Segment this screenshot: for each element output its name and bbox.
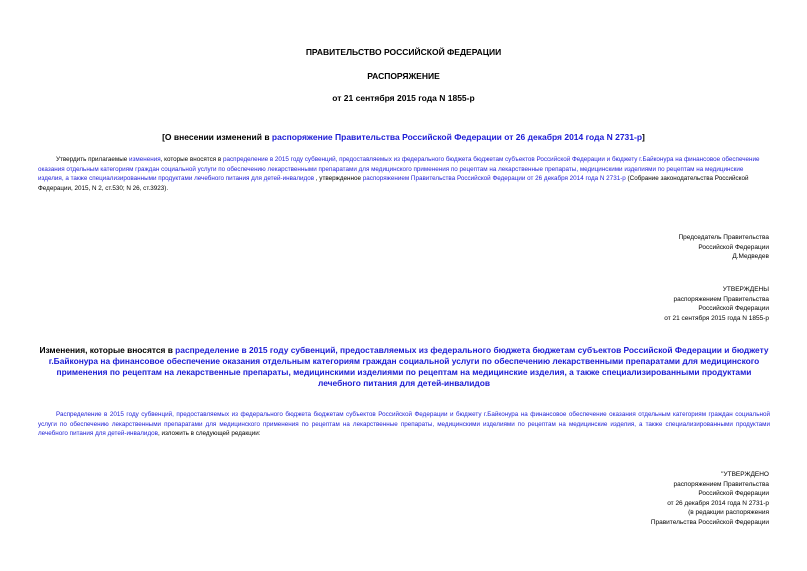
approval-block-2	[651, 470, 769, 527]
changes-heading	[38, 345, 770, 389]
approval-block	[664, 285, 769, 323]
document-title	[0, 132, 807, 142]
signature-block	[678, 233, 769, 262]
approval2-line-5: (в редакции распоряжения	[688, 509, 769, 516]
intro-text-2: , которые вносятся в	[160, 156, 224, 163]
approval-line-2: распоряжением Правительства	[673, 295, 769, 303]
government-name: ПРАВИТЕЛЬСТВО РОССИЙСКОЙ ФЕДЕРАЦИИ	[305, 47, 502, 57]
intro-text-3: , утвержденное	[314, 175, 363, 182]
changes-heading-prefix: Изменения, которые вносятся в	[39, 345, 176, 355]
intro-text-1: Утвердить прилагаемые	[56, 156, 129, 163]
approval2-line-2: распоряжением Правительства	[673, 480, 769, 488]
approval2-line-6: Правительства Российской Федерации	[650, 518, 769, 526]
document-type: РАСПОРЯЖЕНИЕ	[367, 71, 440, 81]
intro-link-distribution[interactable]: распределение в 2015 году субвенций, предоставляемых из федерального бюджета бюджетам субъектов Российской Федерации и бюджету г.Байконура на финансовое обеспечение оказания отдельным категориям граждан социальной услуги по обеспечению лекарственными препаратами для медицинского применения по рецептам на лекарственные препараты, медицинскими изделиями по рецептам на медицинские изделия, а также специализированными продуктами лечебного питания для детей-инвалидов	[38, 156, 760, 182]
body-paragraph	[38, 410, 770, 439]
intro-text-4: (Собрание законодательства Российской Федерации, 2015, N 2, ст.530; N 26, ст.3923).	[38, 175, 749, 192]
title-suffix: ]	[642, 132, 645, 142]
intro-link-changes[interactable]: изменения	[129, 156, 161, 163]
title-link[interactable]: распоряжение Правительства Российской Федерации от 26 декабря 2014 года N 2731-р	[271, 132, 643, 142]
approval-line-4: от 21 сентября 2015 года N 1855-р	[664, 314, 769, 322]
document-date-number: от 21 сентября 2015 года N 1855-р	[332, 93, 475, 103]
signature-name: Д.Медведев	[732, 253, 769, 260]
body-paragraph-text: , изложить в следующей редакции:	[157, 430, 261, 437]
intro-paragraph	[38, 155, 770, 193]
approval2-line-1: "УТВЕРЖДЕНО	[721, 471, 769, 478]
signature-country: Российской Федерации	[698, 243, 769, 251]
intro-link-order[interactable]: распоряжением Правительства Российской Федерации от 26 декабря 2014 года N 2731-р	[362, 175, 626, 182]
approval2-line-3: Российской Федерации	[698, 490, 769, 497]
approval-line-1: УТВЕРЖДЕНЫ	[722, 286, 769, 293]
approval-line-3: Российской Федерации	[698, 305, 769, 312]
body-paragraph-link[interactable]: Распределение в 2015 году субвенций, предоставляемых из федерального бюджета бюджетам субъектов Российской Федерации и бюджету г.Байконура на финансовое обеспечение оказания отдельным категориям граждан социальной услуги по обеспечению лекарственными препаратами для медицинского применения по рецептам на лекарственные препараты, медицинскими изделиями по рецептам на медицинские изделия, а также специализированными продуктами лечебного питания для детей-инвалидов	[38, 411, 770, 437]
signature-position: Председатель Правительства	[678, 234, 769, 241]
approval2-line-4: от 26 декабря 2014 года N 2731-р	[667, 499, 769, 507]
title-prefix: [О внесении изменений в	[162, 132, 272, 142]
changes-heading-link[interactable]: распределение в 2015 году субвенций, предоставляемых из федерального бюджета бюджетам субъектов Российской Федерации и бюджету г.Байконура на финансовое обеспечение оказания отдельным категориям граждан социальной услуги по обеспечению лекарственными препаратами для медицинского применения по рецептам на лекарственные препараты, медицинскими изделиями по рецептам на медицинские изделия, а также специализированными продуктами лечебного питания для детей-инвалидов	[48, 345, 769, 388]
